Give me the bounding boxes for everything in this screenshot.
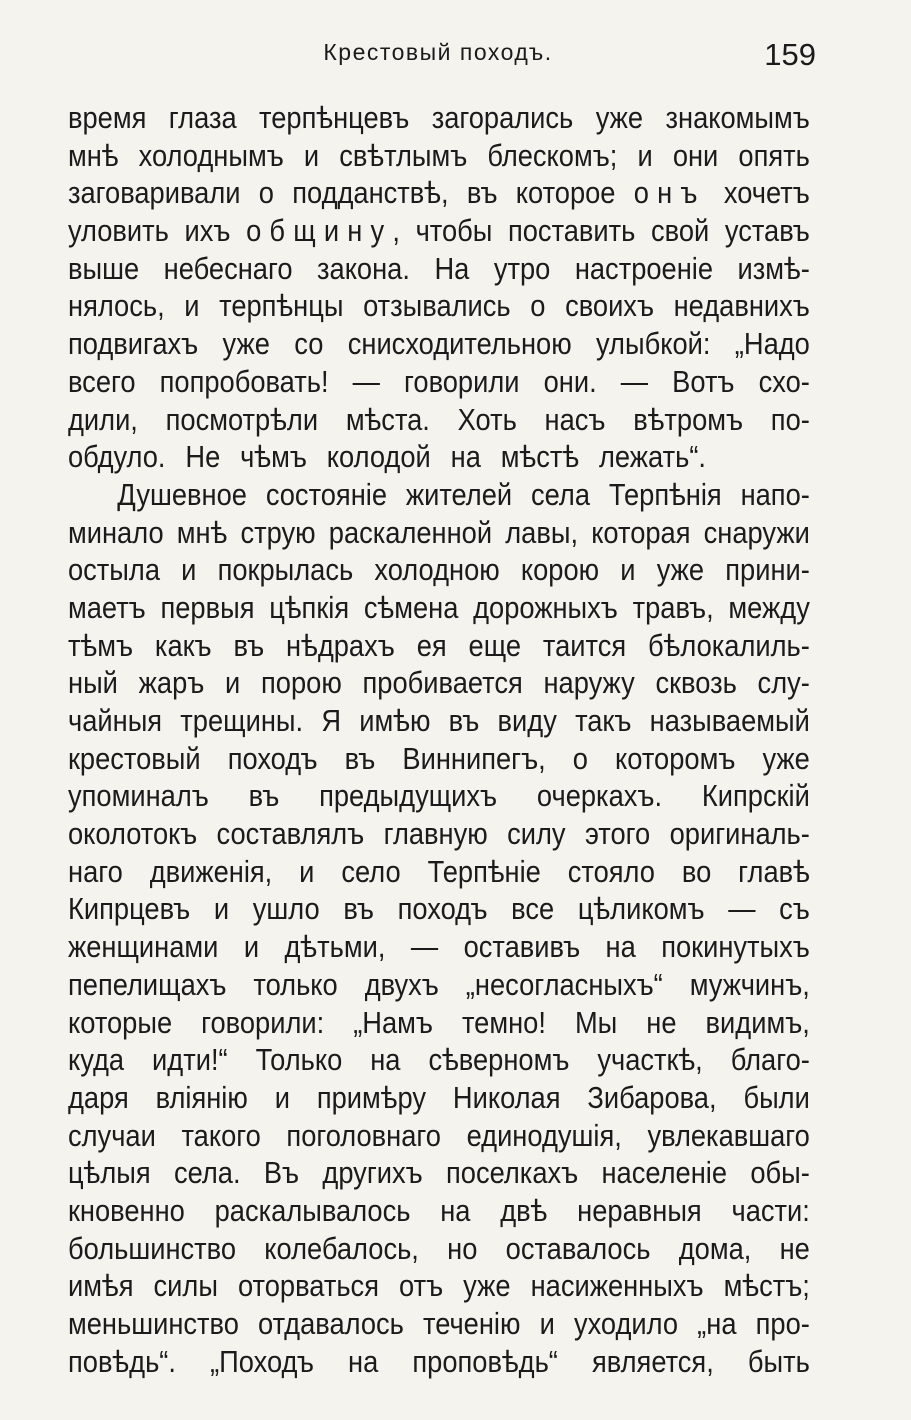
text-line: подвигахъ уже со снисходительною улыбкой: „Надо — [68, 326, 810, 362]
line-text: заговаривали о подданствѣ, въ которое — [68, 175, 634, 211]
text-line: большинство колебалось, но оставалось дома, не — [68, 1230, 810, 1266]
text-line: повѣдь“. „Походъ на проповѣдь“ является, быть — [68, 1343, 810, 1379]
text-line: мнѣ холоднымъ и свѣтлымъ блескомъ; и они опять — [68, 137, 810, 173]
text-line — [68, 174, 810, 212]
text-line: Душевное состояніе жителей села Терпѣнія напо- — [117, 476, 810, 512]
page-number: 159 — [764, 37, 816, 72]
text-line: время глаза терпѣнцевъ загорались уже знакомымъ — [68, 100, 810, 135]
line-text: уловить ихъ — [68, 213, 247, 249]
text-line — [68, 212, 810, 250]
text-line: всего попробовать! — говорили они. — Вотъ схо- — [68, 363, 810, 399]
text-line: даря вліянію и примѣру Николая Зибарова, были — [68, 1079, 810, 1115]
text-line: меньшинство отдавалось теченію и уходило „на про- — [68, 1306, 810, 1341]
text-line: пепелищахъ только двухъ „несогласныхъ“ мужчинъ, — [68, 966, 810, 1002]
text-line: маетъ первыя цѣпкія сѣмена дорожныхъ травъ, между — [68, 589, 810, 625]
text-line: околотокъ составлялъ главную силу этого оригиналь- — [68, 816, 810, 852]
spaced-word: общину — [246, 213, 393, 249]
text-line: остыла и покрылась холодною корою и уже прини- — [68, 552, 810, 588]
text-line: наго движенія, и село Терпѣніе стояло во главѣ — [68, 853, 810, 889]
text-line: цѣлыя села. Въ другихъ поселкахъ населеніе обы- — [68, 1155, 810, 1191]
text-line: куда идти!“ Только на сѣверномъ участкѣ, благо- — [68, 1042, 810, 1078]
text-line: упоминалъ въ предыдущихъ очеркахъ. Кипрскій — [68, 778, 810, 814]
text-line: Кипрцевъ и ушло въ походъ все цѣликомъ — съ — [68, 891, 810, 927]
text-line: дили, посмотрѣли мѣста. Хоть насъ вѣтромъ по- — [68, 401, 810, 437]
paragraph — [68, 476, 810, 1381]
text-line: обдуло. Не чѣмъ колодой на мѣстѣ лежать“. — [68, 439, 706, 475]
text-line: тѣмъ какъ въ нѣдрахъ ея еще таится бѣлокалиль- — [68, 627, 810, 663]
text-line: ный жаръ и порою пробивается наружу сквозь слу- — [68, 665, 810, 701]
line-text: хочетъ — [705, 175, 810, 211]
spaced-word: онъ — [633, 175, 706, 211]
line-text: , чтобы поставить свой уставъ — [392, 213, 810, 249]
text-line: минало мнѣ струю раскаленной лавы, которая снаружи — [68, 514, 810, 550]
paragraph — [68, 99, 810, 476]
running-head: Крестовый походъ. — [323, 39, 553, 65]
text-line: чайныя трещины. Я имѣю въ виду такъ называемый — [68, 703, 810, 738]
text-line: имѣя силы оторваться отъ уже насиженныхъ мѣстъ; — [68, 1268, 810, 1304]
text-line: крестовый походъ въ Виннипегъ, о которомъ уже — [68, 740, 810, 776]
text-line: кновенно раскалывалось на двѣ неравныя части: — [68, 1192, 810, 1228]
text-line: выше небеснаго закона. На утро настроеніе измѣ- — [68, 250, 810, 286]
text-line: которые говорили: „Намъ темно! Мы не видимъ, — [68, 1004, 810, 1040]
text-line: нялось, и терпѣнцы отзывались о своихъ недавнихъ — [68, 288, 810, 324]
text-line: случаи такого поголовнаго единодушія, увлекавшаго — [68, 1117, 810, 1153]
text-block — [68, 99, 810, 1380]
text-line: женщинами и дѣтьми, — оставивъ на покинутыхъ — [68, 929, 810, 965]
